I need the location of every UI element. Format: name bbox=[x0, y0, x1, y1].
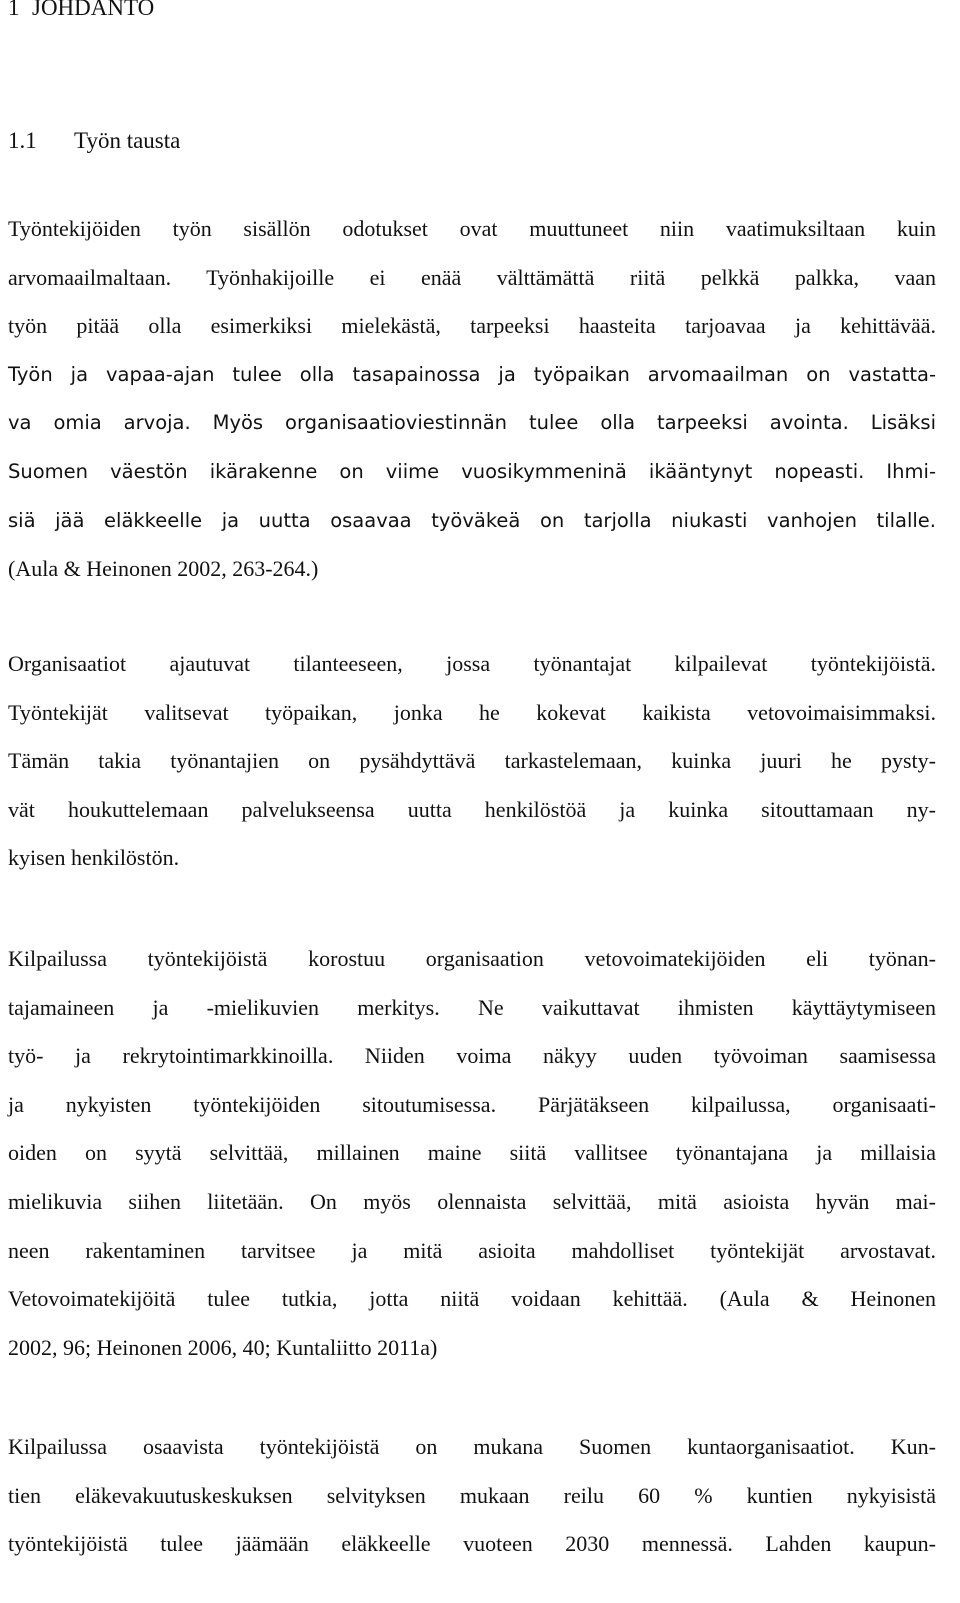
paragraph-1-line-5: va omia arvoja. Myös organisaatioviestinnän tulee olla tarpeeksi avointa. Lisäksi bbox=[8, 411, 936, 435]
paragraph-2 bbox=[8, 640, 936, 883]
paragraph-3-line-4: ja nykyisten työntekijöiden sitoutumisessa. Pärjätäkseen kilpailussa, organisaati- bbox=[8, 1091, 936, 1117]
paragraph-2-line-5: kyisen henkilöstön. bbox=[8, 845, 180, 871]
paragraph-1-line-7: siä jää eläkkeelle ja uutta osaavaa työväkeä on tarjolla niukasti vanhojen tilalle. bbox=[8, 508, 936, 532]
paragraph-1-line-3: työn pitää olla esimerkiksi mielekästä, tarpeeksi haasteita tarjoavaa ja kehittävää. bbox=[8, 313, 936, 339]
paragraph-1-line-8: (Aula & Heinonen 2002, 263-264.) bbox=[8, 556, 319, 582]
paragraph-3-line-3: työ- ja rekrytointimarkkinoilla. Niiden voima näkyy uuden työvoiman saamisessa bbox=[8, 1043, 936, 1069]
paragraph-4-line-2: tien eläkevakuutuskeskuksen selvityksen mukaan reilu 60 % kuntien nykyisistä bbox=[8, 1482, 936, 1508]
paragraph-1-line-6: Suomen väestön ikärakenne on viime vuosikymmeninä ikääntynyt nopeasti. Ihmi- bbox=[8, 459, 936, 483]
paragraph-2-line-1: Organisaatiot ajautuvat tilanteeseen, jossa työnantajat kilpailevat työntekijöistä. bbox=[8, 651, 936, 676]
section-heading bbox=[8, 126, 180, 156]
paragraph-3 bbox=[8, 935, 936, 1372]
paragraph-3-line-6: mielikuvia siihen liitetään. On myös olennaista selvittää, mitä asioista hyvän mai- bbox=[8, 1188, 936, 1214]
paragraph-1-line-4: Työn ja vapaa-ajan tulee olla tasapainossa ja työpaikan arvomaailman on vastatta- bbox=[8, 362, 936, 386]
paragraph-3-line-5: oiden on syytä selvittää, millainen maine siitä vallitsee työnantajana ja millaisia bbox=[8, 1140, 936, 1166]
paragraph-3-line-9: 2002, 96; Heinonen 2006, 40; Kuntaliitto 2011a) bbox=[8, 1334, 438, 1360]
paragraph-3-line-7: neen rakentaminen tarvitsee ja mitä asioita mahdolliset työntekijät arvostavat. bbox=[8, 1237, 936, 1263]
chapter-title: JOHDANTO bbox=[32, 0, 155, 20]
chapter-heading bbox=[8, 0, 154, 23]
paragraph-1-line-2: arvomaailmaltaan. Työnhakijoille ei enää välttämättä riitä pelkkä palkka, vaan bbox=[8, 264, 936, 290]
paragraph-2-line-4: vät houkuttelemaan palvelukseensa uutta henkilöstöä ja kuinka sitouttamaan ny- bbox=[8, 796, 936, 822]
section-title: Työn tausta bbox=[74, 128, 181, 153]
paragraph-4 bbox=[8, 1423, 936, 1569]
paragraph-1 bbox=[8, 205, 936, 594]
paragraph-3-line-8: Vetovoimatekijöitä tulee tutkia, jotta niitä voidaan kehittää. (Aula & Heinonen bbox=[8, 1286, 936, 1312]
paragraph-4-line-1: Kilpailussa osaavista työntekijöistä on mukana Suomen kuntaorganisaatiot. Kun- bbox=[8, 1434, 936, 1459]
paragraph-2-line-3: Tämän takia työnantajien on pysähdyttävä tarkastelemaan, kuinka juuri he pysty- bbox=[8, 748, 936, 774]
paragraph-3-line-1: Kilpailussa työntekijöistä korostuu organisaation vetovoimatekijöiden eli työnan- bbox=[8, 946, 936, 971]
paragraph-4-line-3: työntekijöistä tulee jäämään eläkkeelle vuoteen 2030 mennessä. Lahden kaupun- bbox=[8, 1531, 936, 1557]
section-number: 1.1 bbox=[8, 128, 37, 153]
paragraph-3-line-2: tajamaineen ja -mielikuvien merkitys. Ne vaikuttavat ihmisten käyttäytymiseen bbox=[8, 994, 936, 1020]
paragraph-1-line-1: Työntekijöiden työn sisällön odotukset ovat muuttuneet niin vaatimuksiltaan kuin bbox=[8, 216, 936, 241]
chapter-number: 1 bbox=[8, 0, 20, 20]
paragraph-2-line-2: Työntekijät valitsevat työpaikan, jonka he kokevat kaikista vetovoimaisimmaksi. bbox=[8, 699, 936, 725]
